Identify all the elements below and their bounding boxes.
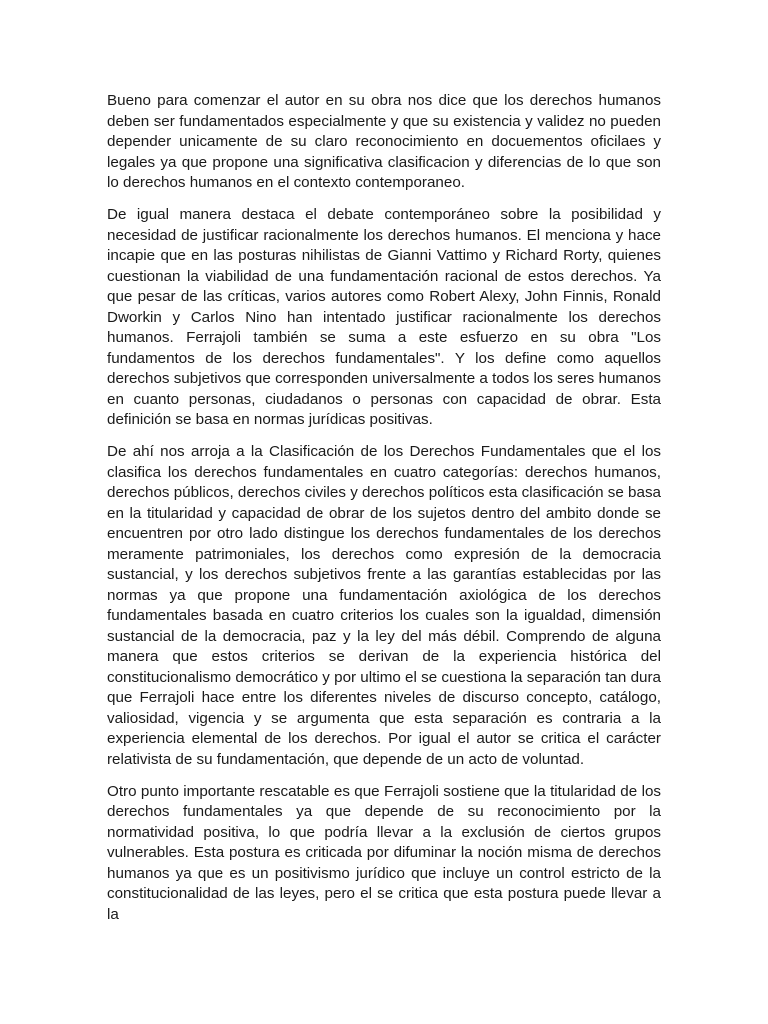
paragraph-3: De ahí nos arroja a la Clasificación de los Derechos Fundamentales que el los clasifica los derechos fundamentales en cuatro categorías: derechos humanos, derechos públicos, derechos civiles y derechos políticos esta clasificación se basa en la titularidad y capacidad de obrar de los sujetos dentro del ambito donde se encuentren por otro lado distingue los derechos fundamentales de los derechos meramente patrimoniales, los derechos como expresión de la democracia sustancial, y los derechos subjetivos frente a las garantías establecidas por las normas ya que propone una fundamentación axiológica de los derechos fundamentales basada en cuatro criterios los cuales son la igualdad, dimensión sustancial de la democracia, paz y la ley del más débil. Comprendo de alguna manera que estos criterios se derivan de la experiencia histórica del constitucionalismo democrático y por ultimo el se cuestiona la separación tan dura que Ferrajoli hace entre los diferentes niveles de discurso concepto, catálogo, valiosidad, vigencia y se argumenta que esta separación es contraria a la experiencia elemental de los derechos. Por igual el autor se critica el carácter relativista de su fundamentación, que depende de un acto de voluntad. — [107, 443, 661, 768]
paragraph-2: De igual manera destaca el debate contemporáneo sobre la posibilidad y necesidad de justificar racionalmente los derechos humanos. El menciona y hace incapie que en las posturas nihilistas de Gianni Vattimo y Richard Rorty, quienes cuestionan la viabilidad de una fundamentación racional de estos derechos. Ya que pesar de las críticas, varios autores como Robert Alexy, John Finnis, Ronald Dworkin y Carlos Nino han intentado justificar racionalmente los derechos humanos. Ferrajoli también se suma a este esfuerzo en su obra "Los fundamentos de los derechos fundamentales". Y los define como aquellos derechos subjetivos que corresponden universalmente a todos los seres humanos en cuanto personas, ciudadanos o personas con capacidad de obrar. Esta definición se basa en normas jurídicas positivas. — [107, 206, 661, 428]
paragraph-4: Otro punto importante rescatable es que Ferrajoli sostiene que la titularidad de los derechos fundamentales ya que depende de su reconocimiento por la normatividad positiva, lo que podría llevar a la exclusión de ciertos grupos vulnerables. Esta postura es criticada por difuminar la noción misma de derechos humanos ya que es un positivismo jurídico que incluye un control estricto de la constitucionalidad de las leyes, pero el se critica que esta postura puede llevar a la — [107, 782, 661, 923]
document-body — [107, 91, 661, 937]
paragraph-1: Bueno para comenzar el autor en su obra nos dice que los derechos humanos deben ser fundamentados especialmente y que su existencia y validez no pueden depender unicamente de su claro reconocimiento en docuementos oficilaes y legales ya que propone una significativa clasificacion y diferencias de lo que son lo derechos humanos en el contexto contemporaneo. — [107, 92, 661, 191]
